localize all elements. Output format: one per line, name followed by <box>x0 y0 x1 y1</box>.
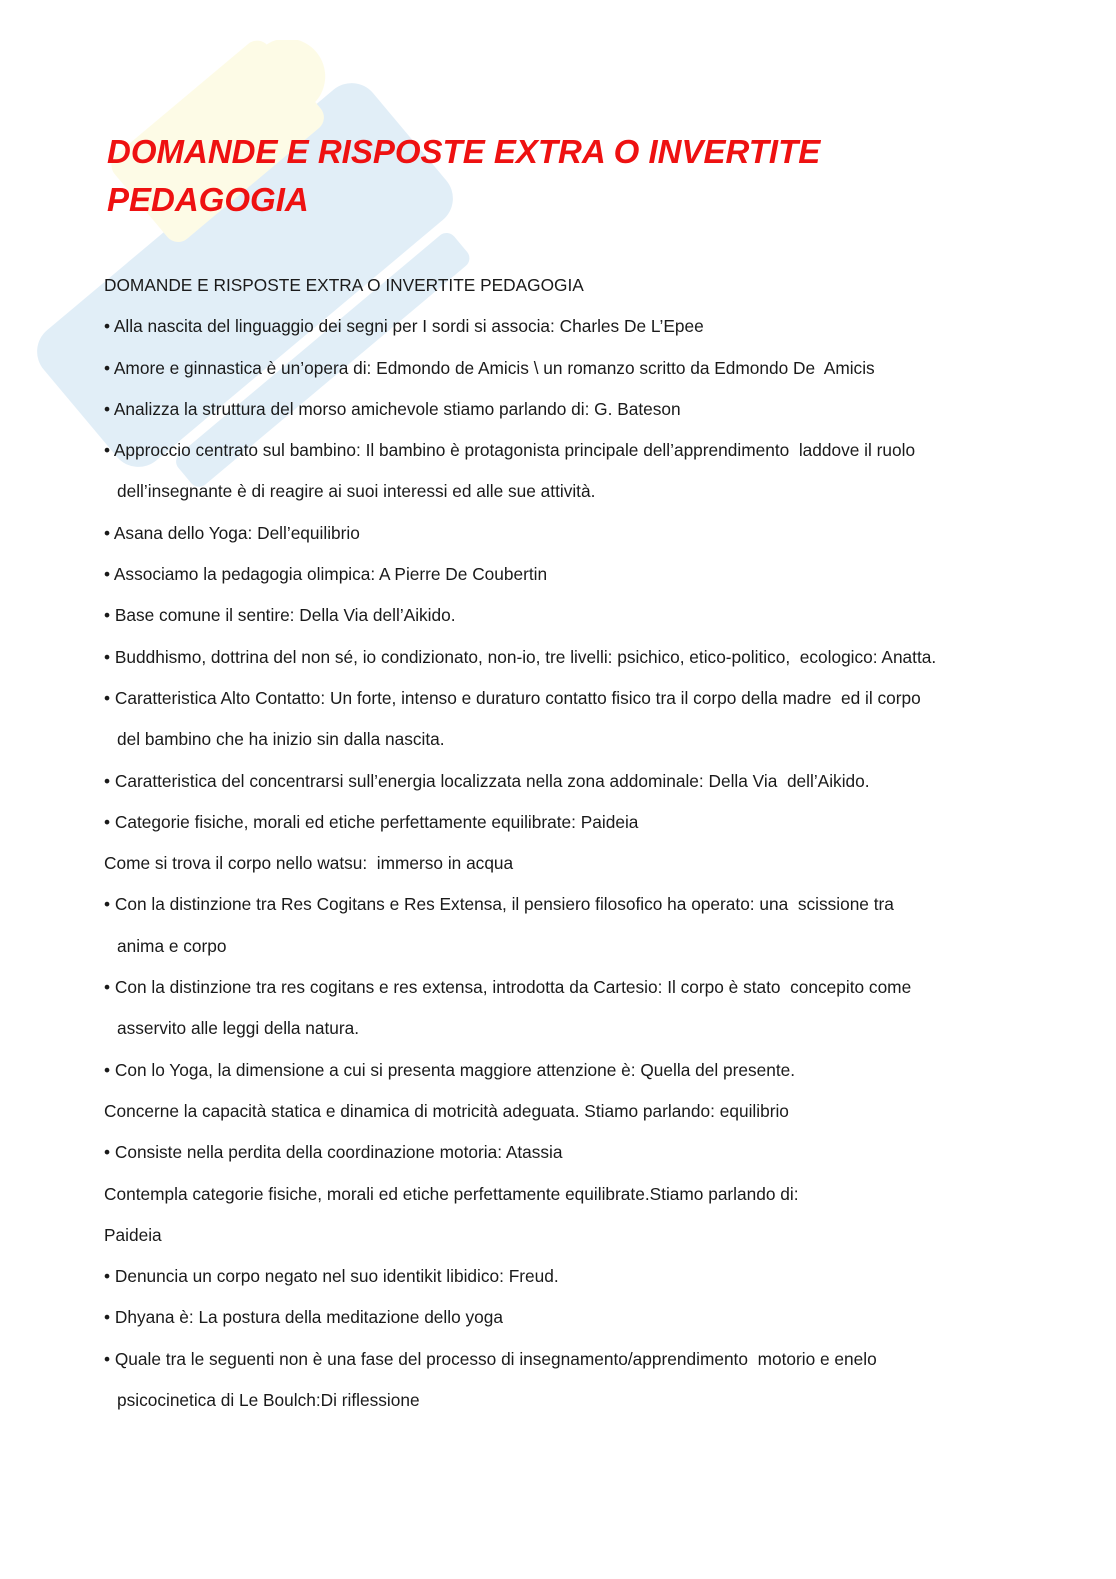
bullet-item: • Con la distinzione tra res cogitans e res extensa, introdotta da Cartesio: Il corpo è stato concepito come <box>104 967 1024 1008</box>
bullet-item: • Associamo la pedagogia olimpica: A Pierre De Coubertin <box>104 554 1024 595</box>
bullet-item: • Denuncia un corpo negato nel suo identikit libidico: Freud. <box>104 1256 1024 1297</box>
text-line: DOMANDE E RISPOSTE EXTRA O INVERTITE PEDAGOGIA <box>104 275 584 295</box>
watermark-yellow-dot <box>234 40 341 130</box>
bullet-item: • Dhyana è: La postura della meditazione dello yoga <box>104 1297 1024 1338</box>
bullet-item-continuation: psicocinetica di Le Boulch:Di riflessione <box>117 1390 420 1411</box>
text-line: Paideia <box>104 1224 162 1245</box>
bullet-item: • Consiste nella perdita della coordinazione motoria: Atassia <box>104 1132 1024 1173</box>
bullet-item: • Con la distinzione tra Res Cogitans e Res Extensa, il pensiero filosofico ha operato: una scissione tra <box>104 884 1024 925</box>
bullet-item: • Quale tra le seguenti non è una fase del processo di insegnamento/apprendimento motorio e enelo <box>104 1339 1024 1380</box>
text-line: Come si trova il corpo nello watsu: immerso in acqua <box>104 853 514 874</box>
bullet-item: • Analizza la struttura del morso amichevole stiamo parlando di: G. Bateson <box>104 389 1024 430</box>
text-line: Concerne la capacità statica e dinamica di motricità adeguata. Stiamo parlando: equilibrio <box>104 1100 789 1121</box>
bullet-item: • Categorie fisiche, morali ed etiche perfettamente equilibrate: Paideia <box>104 802 1024 843</box>
bullet-item: • Amore e ginnastica è un’opera di: Edmondo de Amicis \ un romanzo scritto da Edmondo De Amicis <box>104 348 1024 389</box>
bullet-item-continuation: del bambino che ha inizio sin dalla nascita. <box>117 729 445 750</box>
bullet-item-continuation: asservito alle leggi della natura. <box>117 1018 360 1039</box>
bullet-item: • Approccio centrato sul bambino: Il bambino è protagonista principale dell’apprendimento laddove il ruolo <box>104 430 1024 471</box>
text-line: Contempla categorie fisiche, morali ed etiche perfettamente equilibrate.Stiamo parlando di: <box>104 1183 799 1204</box>
bullet-item: • Con lo Yoga, la dimensione a cui si presenta maggiore attenzione è: Quella del presente. <box>104 1050 1024 1091</box>
bullet-item: • Buddhismo, dottrina del non sé, io condizionato, non-io, tre livelli: psichico, etico-politico, ecologico: Anatta. <box>104 637 1024 678</box>
bullet-item: • Base comune il sentire: Della Via dell’Aikido. <box>104 595 1024 636</box>
title-line-1: DOMANDE E RISPOSTE EXTRA O INVERTITE <box>107 133 821 170</box>
bullet-item: • Alla nascita del linguaggio dei segni per I sordi si associa: Charles De L’Epee <box>104 306 1024 347</box>
bullet-item: • Caratteristica del concentrarsi sull’energia localizzata nella zona addominale: Della Via dell’Aikido. <box>104 761 1024 802</box>
bullet-item: • Asana dello Yoga: Dell’equilibrio <box>104 513 1024 554</box>
question-answer-list <box>104 265 1024 1421</box>
title-line-2: PEDAGOGIA <box>107 181 309 218</box>
bullet-item-continuation: dell’insegnante è di reagire ai suoi interessi ed alle sue attività. <box>117 481 596 502</box>
document-title <box>107 128 1007 224</box>
bullet-item: • Caratteristica Alto Contatto: Un forte, intenso e duraturo contatto fisico tra il corpo della madre ed il corpo <box>104 678 1024 719</box>
bullet-item-continuation: anima e corpo <box>117 935 227 956</box>
